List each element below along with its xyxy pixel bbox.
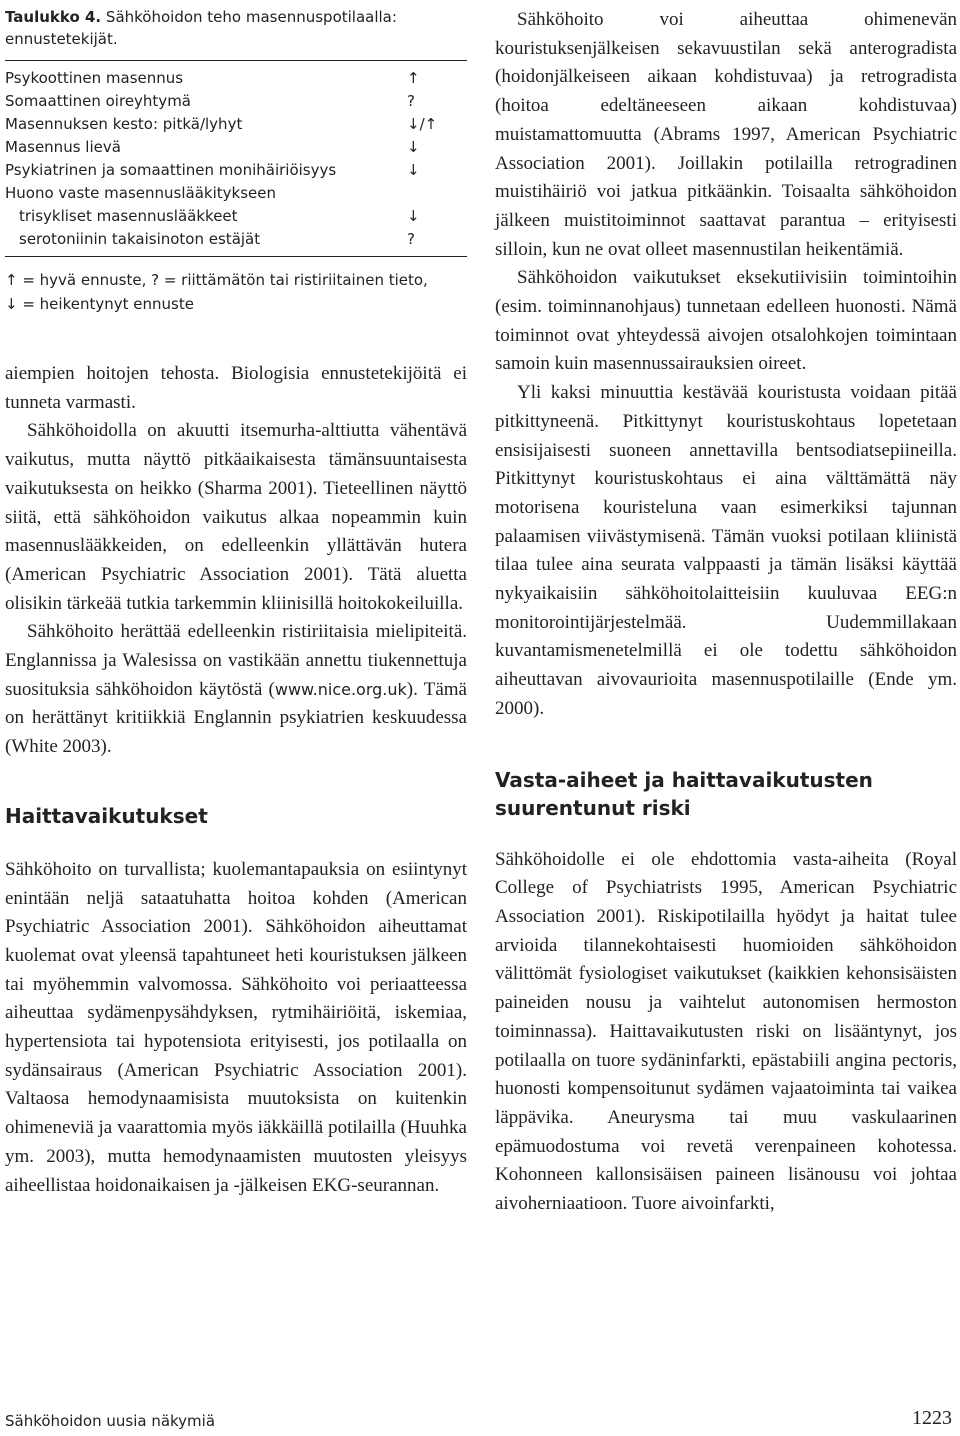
left-body-text-2 — [5, 856, 467, 1200]
table-row — [5, 90, 467, 113]
section-heading: Vasta-aiheet ja haittavaikutusten suurentunut riski — [495, 767, 873, 820]
page-number: 1223 — [912, 1407, 952, 1429]
legend-line: ↓ = heikentynyt ennuste — [5, 295, 194, 313]
table-row — [5, 159, 467, 182]
legend-line: ↑ = hyvä ennuste, ? = riittämätön tai ristiriitainen tieto, — [5, 271, 428, 289]
table-row — [5, 182, 467, 205]
paragraph-text: ). Tämä on herättänyt kritiikkiä Englannin psykiatrien keskuudessa (White 2003). — [5, 678, 467, 758]
right-body-text — [495, 6, 957, 724]
paragraph: Sähköhoidolla on akuutti itsemurha-alttiutta vähentävä vaikutus, mutta näyttö pitkäaikaisesta tämänsuuntaisesta vaikutuksesta on heikko (Sharma 2001). Tieteellinen näyttö siitä, että sähköhoidon vaikutus alkaa nopeammin kuin masennuslääkkeiden, on edelleenkin yllättävän hutera (American Psychiatric Association 2001). Tätä aluetta olisikin tärkeää tutkia tarkemmin kliinisillä hoitokokeiluilla. — [5, 420, 467, 614]
table-caption — [5, 6, 467, 50]
table-row-label: Somaattinen oireyhtymä — [5, 92, 191, 110]
table-legend — [5, 268, 467, 316]
paragraph-text: Sähköhoito herättää edelleenkin ristiriitaisia mielipiteitä. Englannissa ja Walesissa on vastikään annettu tiukennettuja suosituksia sähköhoidon käytöstä ( — [5, 621, 467, 700]
right-column — [495, 6, 957, 1219]
paragraph: Sähköhoito voi aiheuttaa ohimenevän kouristuksenjälkeisen sekavuustilan sekä anterogradista (hoidonjälkeiseen aikaan kohdistuvaa) ja retrogradista (hoitoa edeltäneeseen aikaan kohdistuvaa) muistamattomuutta (Abrams 1997, American Psychiatric Association 2001). Joillakin potilailla retrogradinen muistihäiriö voi jatkua pitkäänkin. Toisaalta sähköhoidon jälkeen muistitoiminnot saattavat parantua – erityisesti silloin, kun ne ovat olleet masennustilan heikentämiä. — [495, 9, 957, 260]
table-row-value: ↓/↑ — [407, 115, 438, 133]
paragraph: Sähköhoidon vaikutukset eksekutiivisiin toimintoihin (esim. toiminnanohjaus) tunnetaan edelleen huonosti. Nämä toiminnot ovat yhteydessä aivojen otsalohkojen toimintaan samoin kuin masennussairauksien oireet. — [495, 267, 957, 375]
footer-journal-title: Sähköhoidon uusia näkymiä — [5, 1412, 216, 1430]
table-row-value: ? — [407, 92, 415, 110]
table-caption-text: Sähköhoidon teho masennuspotilaalla: ennustetekijät. — [5, 8, 397, 48]
table-row-value: ↓ — [407, 138, 420, 156]
table-bottom-rule — [5, 256, 467, 257]
table-row — [5, 113, 467, 136]
table-row-label: Huono vaste masennuslääkitykseen — [5, 184, 276, 202]
left-body-text — [5, 360, 467, 762]
paragraph — [5, 618, 467, 762]
table-row — [5, 67, 467, 90]
website-link[interactable]: www.nice.org.uk — [274, 679, 407, 699]
table-row — [5, 228, 467, 251]
table-row-label: Psykiatrinen ja somaattinen monihäiriöisyys — [5, 161, 337, 179]
paragraph: aiempien hoitojen tehosta. Biologisia ennustetekijöitä ei tunneta varmasti. — [5, 363, 467, 413]
table-top-rule — [5, 60, 467, 61]
left-column — [5, 6, 467, 1200]
table-row — [5, 205, 467, 228]
table-row-label: Masennuksen kesto: pitkä/lyhyt — [5, 115, 243, 133]
table-row — [5, 136, 467, 159]
table-row-label: trisykliset masennuslääkkeet — [19, 207, 238, 225]
right-body-text-2 — [495, 846, 957, 1219]
table-row-label: Psykoottinen masennus — [5, 69, 184, 87]
table-row-value: ↓ — [407, 207, 420, 225]
table-row-value: ? — [407, 230, 415, 248]
table-caption-label: Taulukko 4. — [5, 8, 102, 26]
paragraph: Sähköhoidolle ei ole ehdottomia vasta-aiheita (Royal College of Psychiatrists 1995, American Psychiatric Association 2001). Riskipotilailla hyödyt ja haitat tulee arvioida tilannekohtaisesti huomioiden sähköhoidon välittömät fysiologiset vaikutukset (kaikkien kehonsisäisten paineiden nousu ja vaihtelut autonomisen hermoston toiminnassa). Haittavaikutusten riski on lisääntynyt, jos potilaalla on tuore sydäninfarkti, epästabiili angina pectoris, huonosti kompensoitunut sydämen vajaatoiminta tai vaikea läppävika. Aneurysma tai muu vaskulaarinen epämuodostuma voi revetä verenpaineen kohotessa. Kohonneen kallonsisäisen paineen lisänousu voi johtaa aivoherniaatioon. Tuore aivoinfarkti, — [495, 848, 957, 1215]
table-row-label: Masennus lievä — [5, 138, 121, 156]
paragraph: Yli kaksi minuuttia kestävää kouristusta voidaan pitää pitkittyneenä. Pitkittynyt kouristuskohtaus lopetetaan ensisijaisesti suoneen annettavilla bentsodiatsepiineilla. Pitkittynyt kouristuskohtaus ei aina välttämättä näy motorisena kouristeluna vaan esimerkiksi tajunnan palaamisen viivästymisenä. Tämän vuoksi potilaan kliinistä tilaa tulee aina seurata valppaasti ja tämän lisäksi käyttää nykyaikaisiin sähköhoitolaitteisiin kuuluvaa EEG:n monitorointijärjestelmää. Uudemmillakaan kuvantamismenetelmillä ei ole todettu sähköhoidon aiheuttavan aivovaurioita masennuspotilaille (Ende ym. 2000). — [495, 382, 957, 719]
table-row-value: ↓ — [407, 161, 420, 179]
section-heading: Haittavaikutukset — [5, 803, 208, 828]
paragraph: Sähköhoito on turvallista; kuolemantapauksia on esiintynyt enintään neljä sataatuhatta hoitoa kohden (American Psychiatric Association 2001). Sähköhoidon aiheuttamat kuolemat ovat yleensä tapahtuneet heti kouristuksen jälkeen tai myöhemmin valvomossa. Sähköhoito voi periaatteessa aiheuttaa sydämenpysähdyksen, rytmihäiriöitä, iskemiaa, hypertensiota tai hypotensiota erityisesti, jos potilaalla on sydänsairaus (American Psychiatric Association 2001). Valtaosa hemodynaamisista muutoksista on kuitenkin ohimeneviä ja vaarattomia myös iäkkäillä potilailla (Huuhka ym. 2003), mutta hemodynaamisten muutosten yleisyys aiheellistaa hoidonaikaisen ja -jälkeisen EKG-seurannan. — [5, 858, 467, 1196]
table-row-value: ↑ — [407, 69, 420, 87]
table-row-value — [407, 182, 467, 205]
table-row-label: serotoniinin takaisinoton estäjät — [19, 230, 261, 248]
table-block — [5, 6, 467, 316]
